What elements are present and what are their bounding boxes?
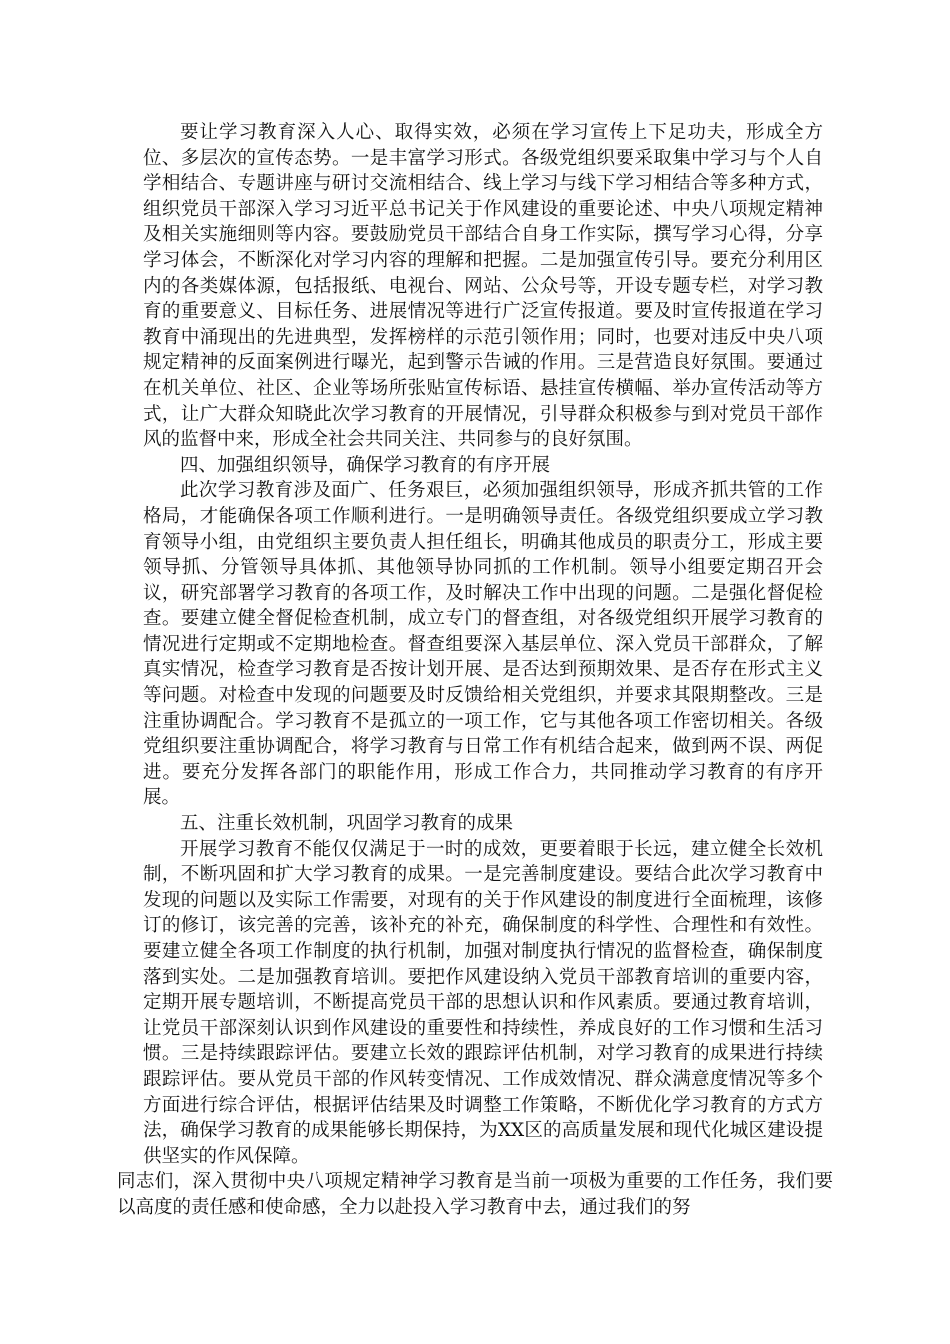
paragraph-organization: 此次学习教育涉及面广、任务艰巨，必须加强组织领导，形成齐抓共管的工作格局，才能确保各项工作顺利进行。一是明确领导责任。各级党组织要成立学习教育领导小组，由党组织主要负责人担任组长，明确其他成员的职责分工，形成主要领导抓、分管领导具体抓、其他领导协同抓的工作机制。领导小组要定期召开会议，研究部署学习教育的各项工作，及时解决工作中出现的问题。二是强化督促检查。要建立健全督促检查机制，成立专门的督查组，对各级党组织开展学习教育的情况进行定期或不定期地检查。督查组要深入基层单位、深入党员干部群众，了解真实情况，检查学习教育是否按计划开展、是否达到预期效果、是否存在形式主义等问题。对检查中发现的问题要及时反馈给相关党组织，并要求其限期整改。三是注重协调配合。学习教育不是孤立的一项工作，它与其他各项工作密切相关。各级党组织要注重协调配合，将学习教育与日常工作有机结合起来，做到两不误、两促进。要充分发挥各部门的职能作用，形成工作合力，共同推动学习教育的有序开展。: [143, 480, 823, 809]
paragraph-closing: 同志们，深入贯彻中央八项规定精神学习教育是当前一项极为重要的工作任务，我们要以高度的责任感和使命感，全力以赴投入学习教育中去，通过我们的努: [117, 1171, 833, 1218]
document-body: [117, 120, 833, 1221]
section-heading-5: 五、注重长效机制，巩固学习教育的成果: [180, 813, 514, 835]
paragraph-long-term-mechanism: 开展学习教育不能仅仅满足于一时的成效，更要着眼于长远，建立健全长效机制，不断巩固和扩大学习教育的成果。一是完善制度建设。要结合此次学习教育中发现的问题以及实际工作需要，对现有的关于作风建设的制度进行全面梳理，该修订的修订，该完善的完善，该补充的补充，确保制度的科学性、合理性和有效性。要建立健全各项工作制度的执行机制，加强对制度执行情况的监督检查，确保制度落到实处。二是加强教育培训。要把作风建设纳入党员干部教育培训的重要内容，定期开展专题培训，不断提高党员干部的思想认识和作风素质。要通过教育培训，让党员干部深刻认识到作风建设的重要性和持续性，养成良好的工作习惯和生活习惯。三是持续跟踪评估。要建立长效的跟踪评估机制，对学习教育的成果进行持续跟踪评估。要从党员干部的作风转变情况、工作成效情况、群众满意度情况等多个方面进行综合评估，根据评估结果及时调整工作策略，不断优化学习教育的方式方法，确保学习教育的成果能够长期保持，为XX区的高质量发展和现代化城区建设提供坚实的作风保障。: [143, 838, 823, 1167]
paragraph-publicity: 要让学习教育深入人心、取得实效，必须在学习宣传上下足功夫，形成全方位、多层次的宣传态势。一是丰富学习形式。各级党组织要采取集中学习与个人自学相结合、专题讲座与研讨交流相结合、线上学习与线下学习相结合等多种方式，组织党员干部深入学习习近平总书记关于作风建设的重要论述、中央八项规定精神及相关实施细则等内容。要鼓励党员干部结合自身工作实际，撰写学习心得，分享学习体会，不断深化对学习内容的理解和把握。二是加强宣传引导。要充分利用区内的各类媒体源，包括报纸、电视台、网站、公众号等，开设专题专栏，对学习教育的重要意义、目标任务、进展情况等进行广泛宣传报道。要及时宣传报道在学习教育中涌现出的先进典型，发挥榜样的示范引领作用；同时，也要对违反中央八项规定精神的反面案例进行曝光，起到警示告诫的作用。三是营造良好氛围。要通过在机关单位、社区、企业等场所张贴宣传标语、悬挂宣传横幅、举办宣传活动等方式，让广大群众知晓此次学习教育的开展情况，引导群众积极参与到对党员干部作风的监督中来，形成全社会共同关注、共同参与的良好氛围。: [143, 122, 823, 451]
section-heading-4: 四、加强组织领导，确保学习教育的有序开展: [180, 454, 551, 476]
